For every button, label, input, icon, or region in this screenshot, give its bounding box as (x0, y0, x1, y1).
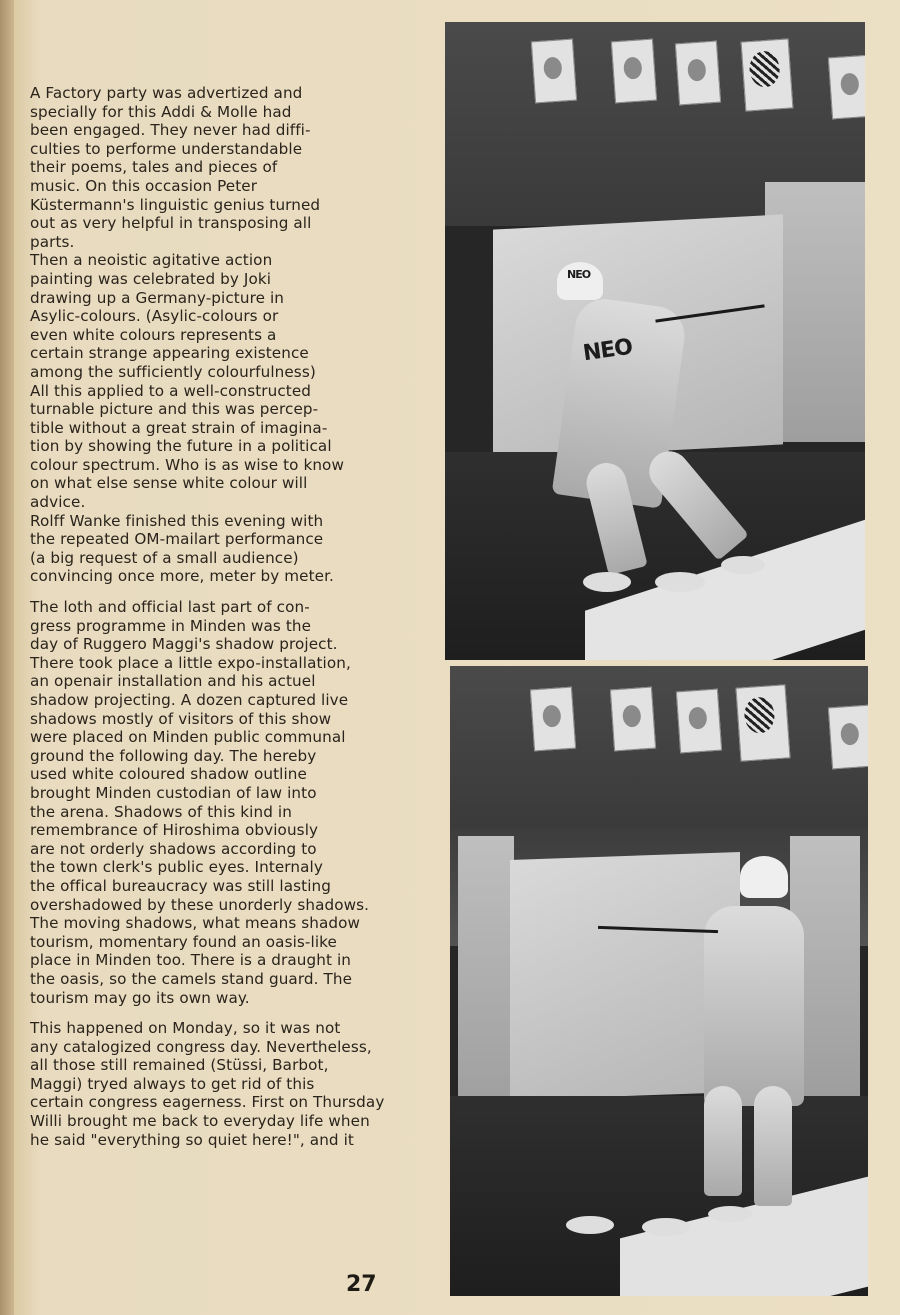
photo-painter-helmet (740, 856, 788, 898)
flag-icon (828, 55, 865, 120)
photo-wall (450, 666, 868, 830)
flag-icon (735, 684, 790, 761)
article-text-column (30, 84, 435, 1149)
photo-floor-spot (642, 1218, 690, 1236)
photo-helmet-text: NEO (567, 268, 591, 281)
paragraph-factory-party: A Factory party was advertized and specially for this Addi & Molle had been engaged. They never had diffi- culties to performe understandable their poems, tales and pieces of music. On this occasion Peter Küstermann's linguistic genius turned out as very helpful in transposing all parts. Then a neoistic agitative action painting was celebrated by Joki drawing up a Germany-picture in Asylic-colours. (Asylic-colours or even white colours represents a certain strange appearing existence among the sufficiently colourfulness) All this applied to a well-constructed turnable picture and this was percep- tible without a great strain of imagina- tion by showing the future in a political colour spectrum. Who is as wise to know on what else sense white colour will advice. Rolff Wanke finished this evening with the repeated OM-mailart performance (a big request of a small audience) convincing once more, meter by meter. (30, 84, 344, 586)
paragraph-shadow-project: The loth and official last part of con- gress programme in Minden was the day of Ruggero Maggi's shadow project. There took place a little expo-installation, an openair installation and his actuel shadow projecting. A dozen captured live shadows mostly of visitors of this show were placed on Minden public communal ground the following day. The hereby used white coloured shadow outline brought Minden custodian of law into the arena. Shadows of this kind in remembrance of Hiroshima obviously are not orderly shadows according to the town clerk's public eyes. Internaly the offical bureaucracy was still lasting overshadowed by these unorderly shadows. The moving shadows, what means shadow tourism, momentary found an oasis-like place in Minden too. There is a draught in the oasis, so the camels stand guard. The tourism may go its own way. (30, 598, 370, 1007)
page-number: 27 (346, 1272, 377, 1297)
photo-window (458, 836, 514, 1116)
photo-floor-spot (708, 1206, 752, 1222)
photo-shirt-text: NEO (581, 334, 634, 367)
flag-icon (675, 41, 721, 106)
photo-painter-figure (704, 906, 804, 1106)
photo-floor-spot (583, 572, 631, 592)
photo-floor-spot (566, 1216, 614, 1234)
flag-icon (741, 38, 794, 111)
flag-icon (531, 39, 577, 104)
flag-icon (828, 705, 868, 770)
flag-icon (610, 687, 656, 752)
paragraph-monday: This happened on Monday, so it was not any catalogized congress day. Nevertheless, all those still remained (Stüssi, Barbot, Maggi) tryed always to get rid of this certain congress eagerness. First on Thursday Willi brought me back to everyday life when he said "everything so quiet here!", and it (30, 1019, 385, 1149)
photo-floor-spot (721, 556, 765, 574)
flag-icon (530, 687, 576, 752)
photo-action-painting-bottom (450, 666, 868, 1296)
photo-action-painting-top (445, 22, 865, 660)
photo-painter-leg (704, 1086, 742, 1196)
photo-floor-spot (655, 572, 705, 592)
photo-painter-leg (754, 1086, 792, 1206)
flag-icon (676, 689, 722, 754)
page-binding-edge (0, 0, 14, 1315)
flag-icon (611, 39, 657, 104)
